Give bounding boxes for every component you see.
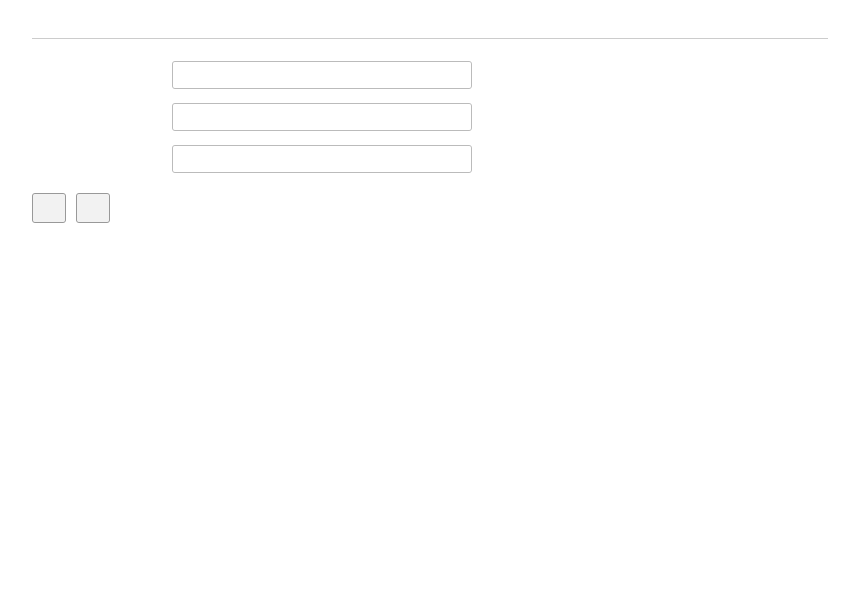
field-value[interactable] xyxy=(172,145,472,173)
field-row xyxy=(32,145,828,173)
field-value[interactable] xyxy=(172,61,472,89)
secondary-button[interactable] xyxy=(76,193,110,223)
action-bar xyxy=(32,193,828,223)
primary-button[interactable] xyxy=(32,193,66,223)
field-row xyxy=(32,61,828,89)
field-value[interactable] xyxy=(172,103,472,131)
field-list xyxy=(32,61,828,173)
field-row xyxy=(32,103,828,131)
page-title xyxy=(32,28,828,39)
